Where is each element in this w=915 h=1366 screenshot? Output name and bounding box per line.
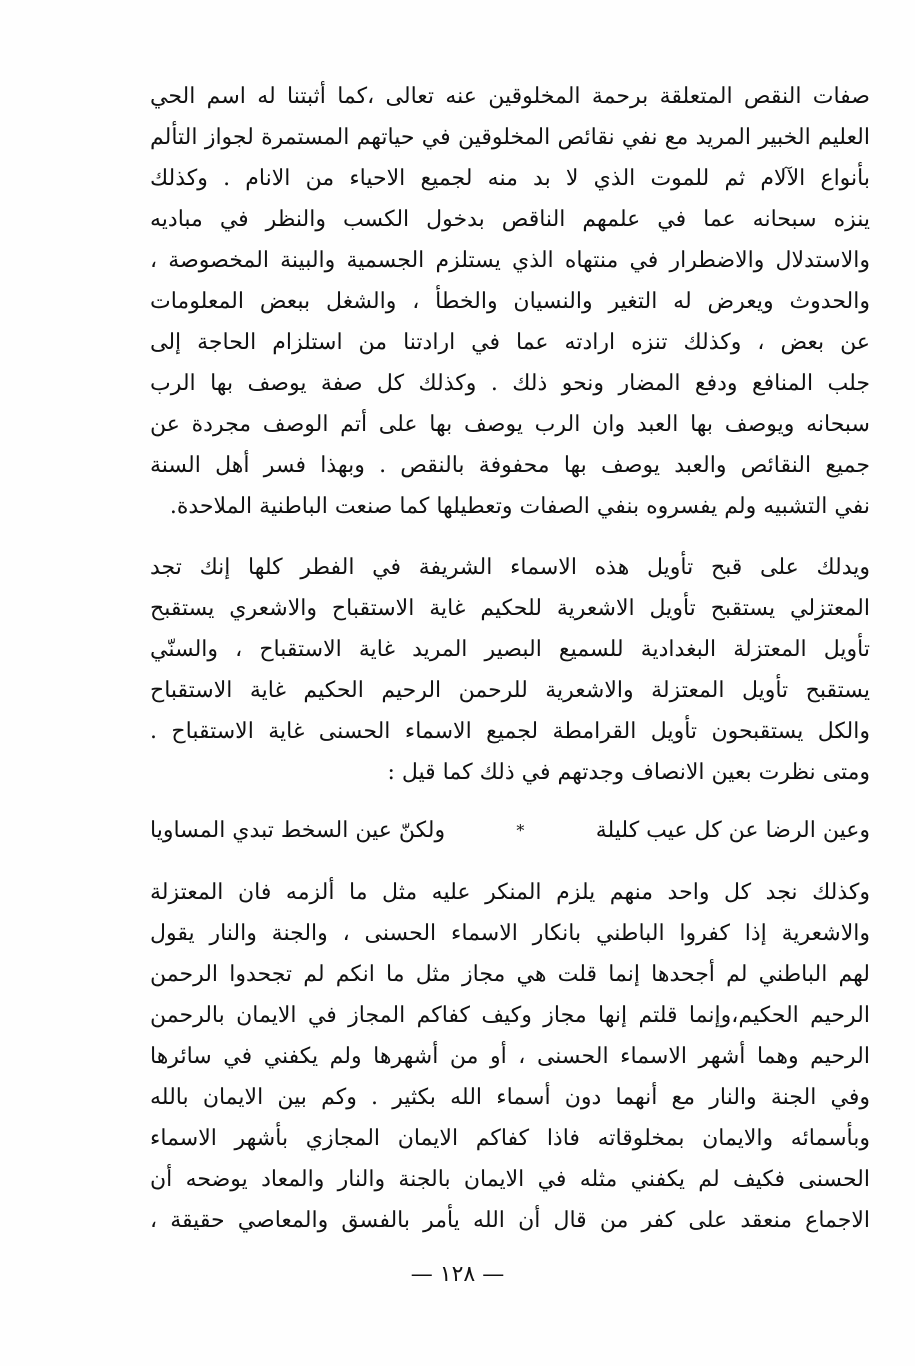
text-line: والحدوث ويعرض له التغير والنسيان والخطأ ، والشغل ببعض المعلومات xyxy=(150,289,870,314)
text-line: وكذلك نجد كل واحد منهم يلزم المنكر عليه مثل ما ألزمه فان المعتزلة xyxy=(150,880,870,905)
text-line: الرحيم وهما أشهر الاسماء الحسنى ، أو من أشهرها ولم يكفني في سائرها xyxy=(150,1044,870,1069)
text-line: نفي التشبيه ولم يفسروه بنفي الصفات وتعطيلها كما صنعت الباطنية الملاحدة. xyxy=(169,494,870,519)
text-line: تأويل المعتزلة البغدادية للسميع البصير المريد غاية الاستقباح ، والسنّي xyxy=(150,637,870,662)
verse-second-hemistich: ولكنّ عين السخط تبدي المساويا xyxy=(150,818,446,843)
text-line: جلب المنافع ودفع المضار ونحو ذلك . وكذلك كل صفة يوصف بها الرب xyxy=(150,371,870,396)
text-line: العليم الخبير المريد مع نفي نقائص المخلوقين في حياتهم المستمرة لجواز التألم xyxy=(150,125,870,150)
page-number: — ١٢٨ — xyxy=(410,1262,505,1287)
text-line: الرحيم الحكيم،وإنما قلتم إنها مجاز وكيف كفاكم المجاز في الايمان بالرحمن xyxy=(150,1003,870,1028)
paragraph-3 xyxy=(150,872,870,1241)
text-line: والاشعرية إذا كفروا الباطني بانكار الاسماء الحسنى ، والجنة والنار يقول xyxy=(150,921,870,946)
text-line: عن بعض ، وكذلك تنزه ارادته عما في ارادتنا من استلزام الحاجة إلى xyxy=(150,330,870,355)
text-line: ويدلك على قبح تأويل هذه الاسماء الشريفة في الفطر كلها إنك تجد xyxy=(150,555,870,580)
text-line: سبحانه ويوصف بها العبد وان الرب يوصف بها على أتم الوصف مجردة عن xyxy=(150,412,870,437)
text-line: الحسنى فكيف لم يكفني مثله في الايمان بالجنة والنار والمعاد يوضحه أن xyxy=(150,1167,870,1192)
text-line: صفات النقص المتعلقة برحمة المخلوقين عنه تعالى ،كما أثبتنا له اسم الحي xyxy=(150,84,870,109)
text-line: ينزه سبحانه عما في علمهم الناقص بدخول الكسب والنظر في مباديه xyxy=(150,207,870,232)
text-line: جميع النقائص والعبد يوصف بها محفوفة بالنقص . وبهذا فسر أهل السنة xyxy=(150,453,870,478)
text-line: الاجماع منعقد على كفر من قال أن الله يأمر بالفسق والمعاصي حقيقة ، xyxy=(150,1208,870,1233)
text-line: بأنواع الآلام ثم للموت الذي لا بد منه لجميع الاحياء من الانام . وكذلك xyxy=(150,166,870,191)
verse-separator: * xyxy=(516,821,525,840)
verse-line xyxy=(150,810,870,851)
poetry-verse xyxy=(150,810,870,851)
text-line: لهم الباطني لم أجحدها إنما قلت هي مجاز مثل ما انكم لم تجحدوا الرحمن xyxy=(150,962,870,987)
text-line: والكل يستقبحون تأويل القرامطة لجميع الاسماء الحسنى غاية الاستقباح . xyxy=(150,719,870,744)
paragraph-1 xyxy=(150,76,870,527)
text-line: ومتى نظرت بعين الانصاف وجدتهم في ذلك كما قيل : xyxy=(387,760,870,785)
paragraph-2 xyxy=(150,547,870,793)
text-line: والاستدلال والاضطرار في منتهاه الذي يستلزم الجسمية والبينة المخصوصة ، xyxy=(150,248,870,273)
text-line: يستقبح تأويل المعتزلة والاشعرية للرحمن الرحيم الحكيم غاية الاستقباح xyxy=(150,678,870,703)
verse-first-hemistich: وعين الرضا عن كل عيب كليلة xyxy=(595,818,870,843)
text-line: وفي الجنة والنار مع أنهما دون أسماء الله بكثير . وكم بين الايمان بالله xyxy=(150,1085,870,1110)
text-line: وبأسمائه والايمان بمخلوقاته فاذا كفاكم الايمان المجازي بأشهر الاسماء xyxy=(150,1126,870,1151)
text-line: المعتزلي يستقبح تأويل الاشعرية للحكيم غاية الاستقباح والاشعري يستقبح xyxy=(150,596,870,621)
